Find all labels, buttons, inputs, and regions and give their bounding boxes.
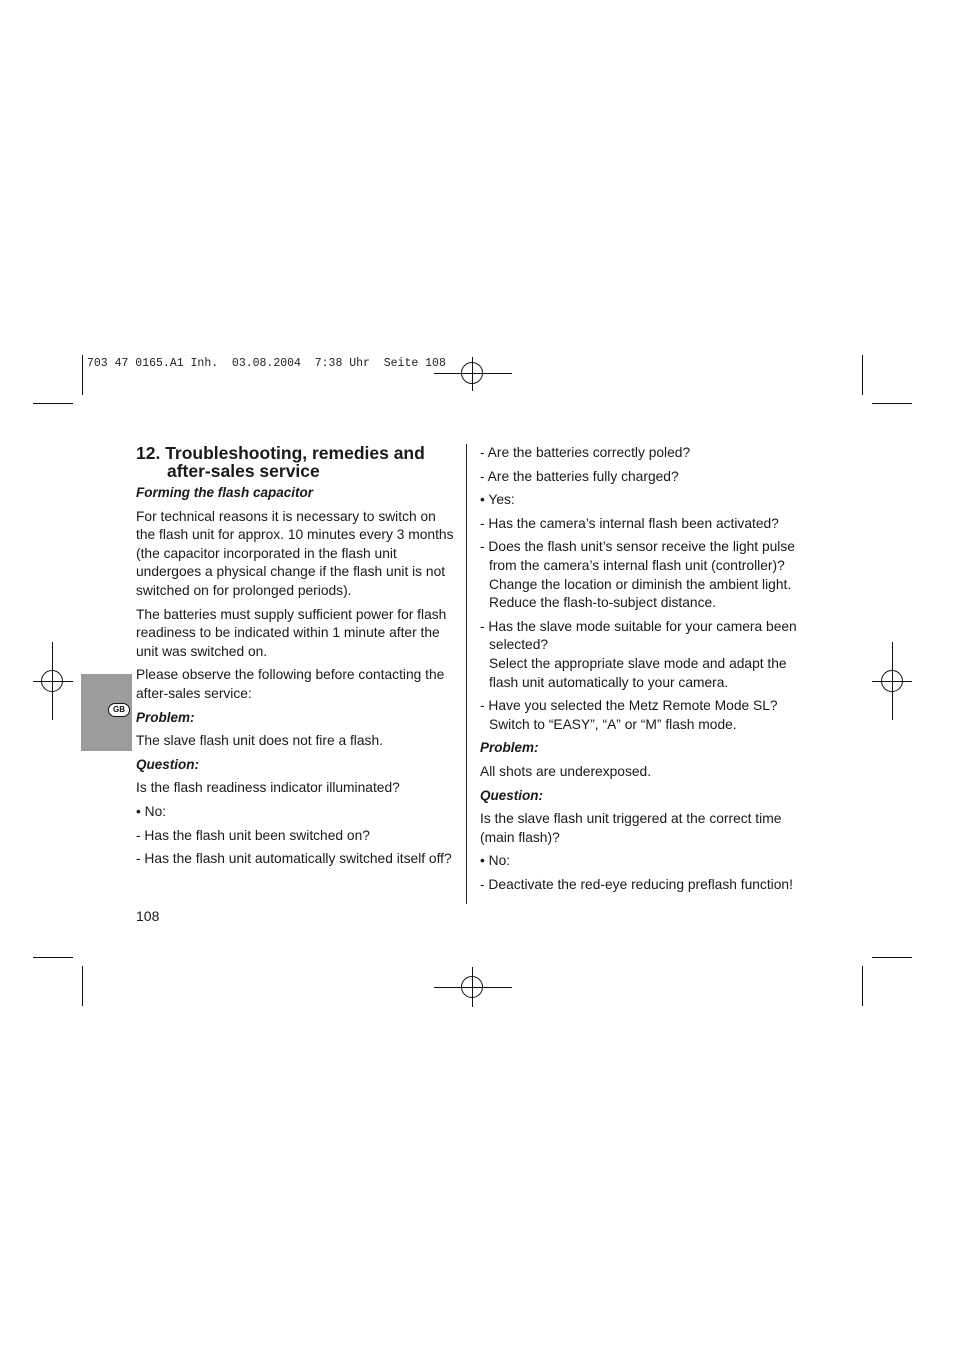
dash-item: - Are the batteries fully charged? (480, 468, 679, 484)
question-label: Question: (480, 787, 543, 803)
continuation-text: Select the appropriate slave mode and adapt the flash unit automatically to your camera. (489, 655, 787, 690)
paragraph: Please observe the following before contacting the after-sales service: (136, 667, 445, 701)
section-heading: 12. Troubleshooting, remedies and after-sales service (136, 443, 425, 481)
language-badge: GB (108, 703, 130, 717)
crop-mark (872, 403, 912, 404)
subheading: Forming the flash capacitor (136, 485, 314, 500)
crop-mark (82, 966, 83, 1006)
crop-mark (872, 957, 912, 958)
crop-mark (33, 403, 73, 404)
crop-mark (82, 355, 83, 395)
dash-item: - Have you selected the Metz Remote Mode SL? (480, 698, 778, 714)
bullet-item: • No: (136, 803, 167, 819)
question-text: Is the slave flash unit triggered at the correct time (main flash)? (480, 811, 782, 845)
problem-label: Problem: (480, 740, 539, 756)
dash-item: - Has the camera’s internal flash been activated? (480, 515, 779, 531)
paragraph: The batteries must supply sufficient power for flash readiness to be indicated within 1 minute after the unit was switched on. (136, 606, 447, 659)
left-column (136, 444, 458, 874)
dash-item: - Has the flash unit automatically switched itself off? (136, 851, 452, 867)
dash-item: - Does the flash unit’s sensor receive the light pulse from the camera’s internal flash unit (controller)? Change the location or diminish the ambient light. Reduce the flash-to-subject distance. (480, 539, 795, 611)
column-divider (466, 444, 467, 904)
problem-text: The slave flash unit does not fire a flash. (136, 733, 383, 749)
dash-item: - Has the flash unit been switched on? (136, 827, 370, 843)
bullet-item: • No: (480, 853, 511, 869)
right-column (480, 444, 802, 899)
page-number: 108 (136, 908, 160, 924)
paragraph: For technical reasons it is necessary to switch on the flash unit for approx. 10 minutes every 3 months (the capacitor incorporated in the flash unit undergoes a physical change if the flash unit is not switched on for prolonged periods). (136, 508, 454, 598)
crop-mark (862, 355, 863, 395)
crop-mark (862, 966, 863, 1006)
bullet-item: • Yes: (480, 492, 515, 508)
continuation-text: Switch to “EASY”, “A” or “M” flash mode. (489, 716, 737, 732)
problem-label: Problem: (136, 709, 195, 725)
dash-item: - Are the batteries correctly poled? (480, 445, 691, 460)
question-text: Is the flash readiness indicator illuminated? (136, 780, 400, 796)
crop-mark (33, 957, 73, 958)
print-slug-line: 703 47 0165.A1 Inh. 03.08.2004 7:38 Uhr Seite 108 (87, 357, 446, 370)
dash-item: - Has the slave mode suitable for your camera been selected? (480, 618, 797, 653)
question-label: Question: (136, 756, 199, 772)
dash-item: - Deactivate the red-eye reducing preflash function! (480, 876, 793, 892)
problem-text: All shots are underexposed. (480, 763, 652, 779)
